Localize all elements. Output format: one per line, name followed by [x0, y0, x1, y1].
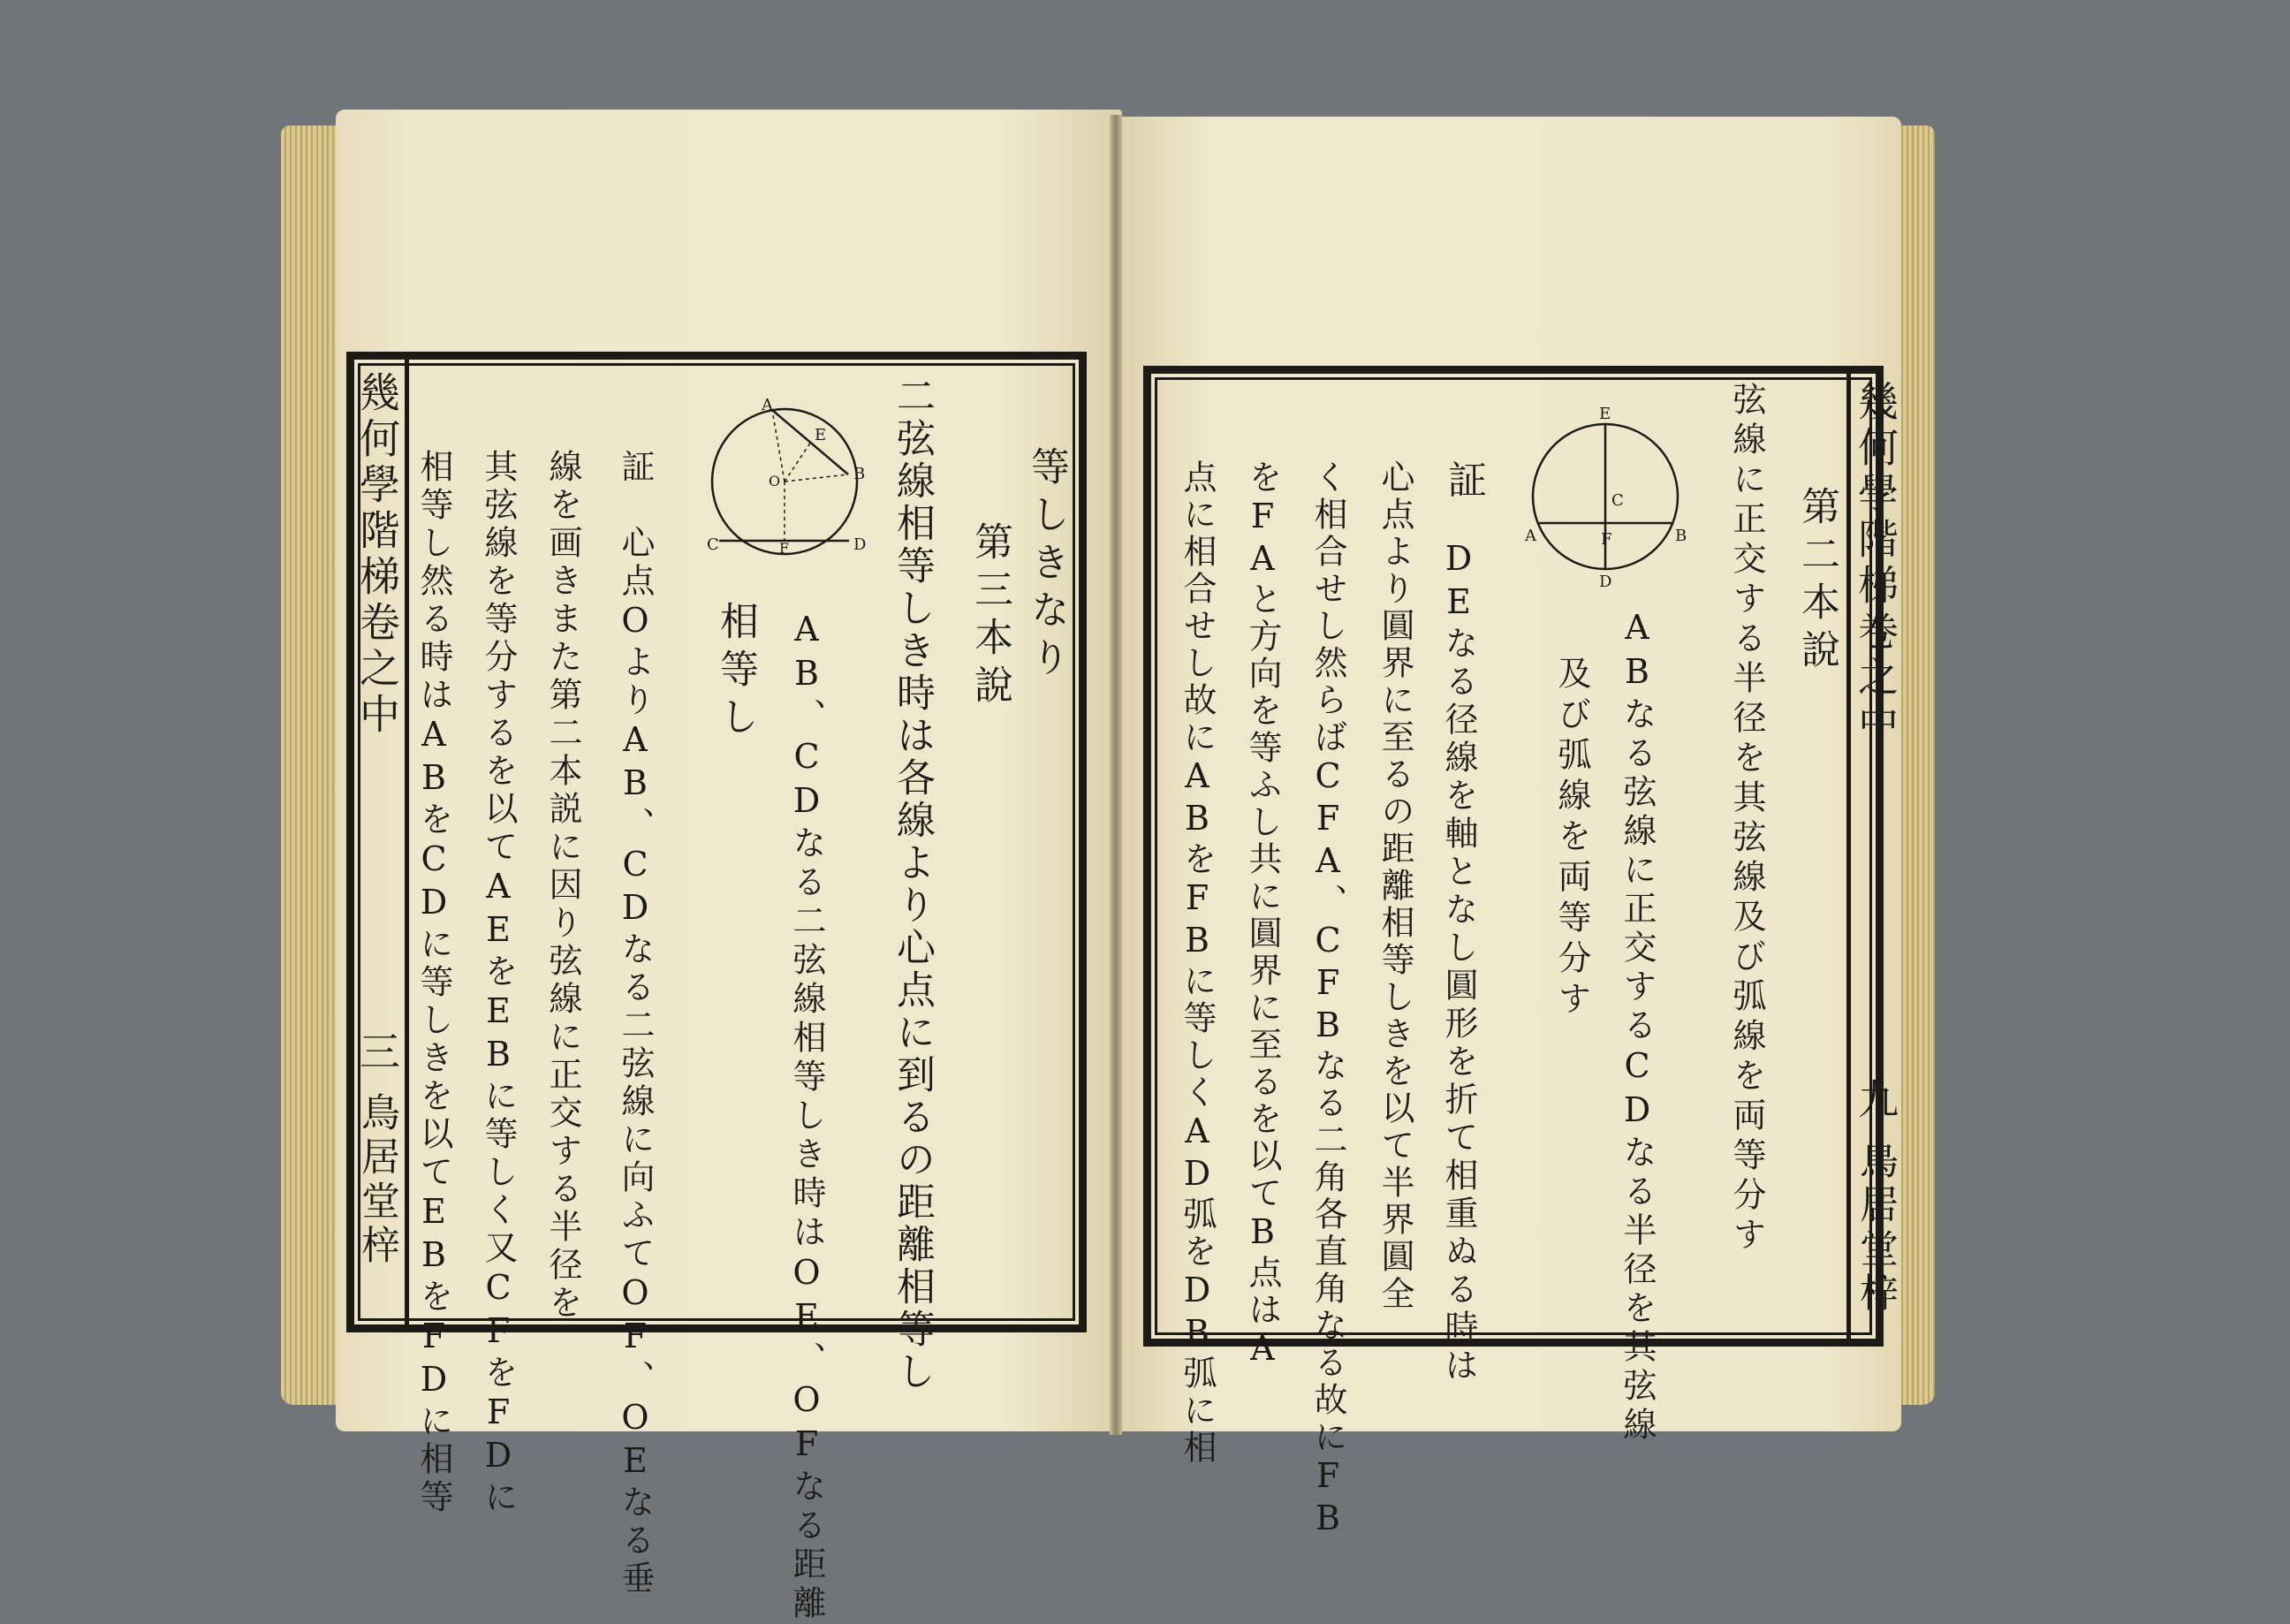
- left-chord-ab: [772, 410, 848, 474]
- left-col-7: 線を画きまた第二本説に因り弦線に正交する半径を: [543, 449, 582, 1323]
- left-circle-figure: [687, 398, 882, 574]
- right-col-2: 弦線に正交する半径を其弦線及び弧線を両等分す: [1727, 382, 1766, 1256]
- left-label-f: F: [779, 540, 790, 557]
- right-col-3: ABなる弦線に正交するCDなる半径を其弦線: [1618, 608, 1657, 1446]
- right-label-d: D: [1599, 573, 1612, 591]
- right-col-6: DEなる径線を軸となし圓形を折て相重ぬる時は: [1439, 539, 1478, 1385]
- left-label-a: A: [762, 398, 773, 414]
- right-label-f: F: [1601, 530, 1612, 549]
- left-title-block: 幾何學階梯卷之中: [353, 371, 401, 739]
- left-radius-ob: [785, 474, 848, 482]
- left-col-9: 相等し然る時はABをCDに等しきを以てEBをFDに相等: [414, 449, 453, 1517]
- left-label-b: B: [853, 465, 866, 483]
- right-label-c: C: [1611, 491, 1624, 510]
- left-col-3: 二弦線相等しき時は各線より心点に到るの距離相等し: [890, 376, 935, 1393]
- right-col-8: く相合せし然らばCFA、CFBなる二角各直角なる故にFB: [1308, 459, 1347, 1541]
- right-folio: 九: [1852, 1078, 1899, 1124]
- right-margin-divider: [1846, 369, 1851, 1343]
- left-radius-oe: [785, 442, 811, 482]
- left-radius-oa: [772, 410, 785, 482]
- left-publisher: 鳥居堂梓: [354, 1092, 399, 1269]
- left-col-1: 等しきなり: [1024, 446, 1069, 685]
- right-publisher: 鳥居堂梓: [1853, 1140, 1898, 1317]
- left-col-6: 証 心点OよりAB、CDなる二弦線に向ふてOF、OEなる垂: [616, 449, 655, 1598]
- gutter: [1110, 115, 1122, 1435]
- left-col-8: 其弦線を等分するを以てAEをEBに等しく又CFをFDに: [479, 449, 518, 1517]
- right-col-5: 証: [1441, 459, 1486, 507]
- left-col-4: AB、CDなる二弦線相等しき時はOE、OFなる距離: [787, 610, 826, 1624]
- right-title-block: 幾何學階梯卷之中: [1852, 380, 1899, 747]
- left-margin-divider: [405, 353, 409, 1329]
- right-col-9: をFAと方向を等ふし共に圓界に至るを以てB点はA: [1243, 459, 1282, 1371]
- right-col-7: 心点より圓界に至るの距離相等しきを以て半界圓全: [1376, 459, 1414, 1313]
- left-col-5: 相等し: [713, 601, 758, 744]
- right-label-b: B: [1675, 527, 1687, 545]
- left-label-e: E: [815, 426, 827, 444]
- right-label-a: A: [1525, 527, 1536, 545]
- right-col-4: 及び弧線を両等分す: [1552, 656, 1591, 1021]
- right-label-e: E: [1599, 405, 1611, 423]
- right-col-10: 点に相合せし故にABをFBに等しくAD弧をDB弧に相: [1178, 459, 1217, 1467]
- left-label-c: C: [707, 535, 719, 554]
- right-col-1: 第二本說: [1794, 486, 1839, 677]
- right-circle-figure: [1513, 399, 1698, 594]
- left-folio: 三: [353, 1030, 401, 1076]
- left-label-o: O: [769, 473, 781, 489]
- left-label-d: D: [853, 535, 867, 554]
- left-col-2: 第三本說: [967, 521, 1012, 712]
